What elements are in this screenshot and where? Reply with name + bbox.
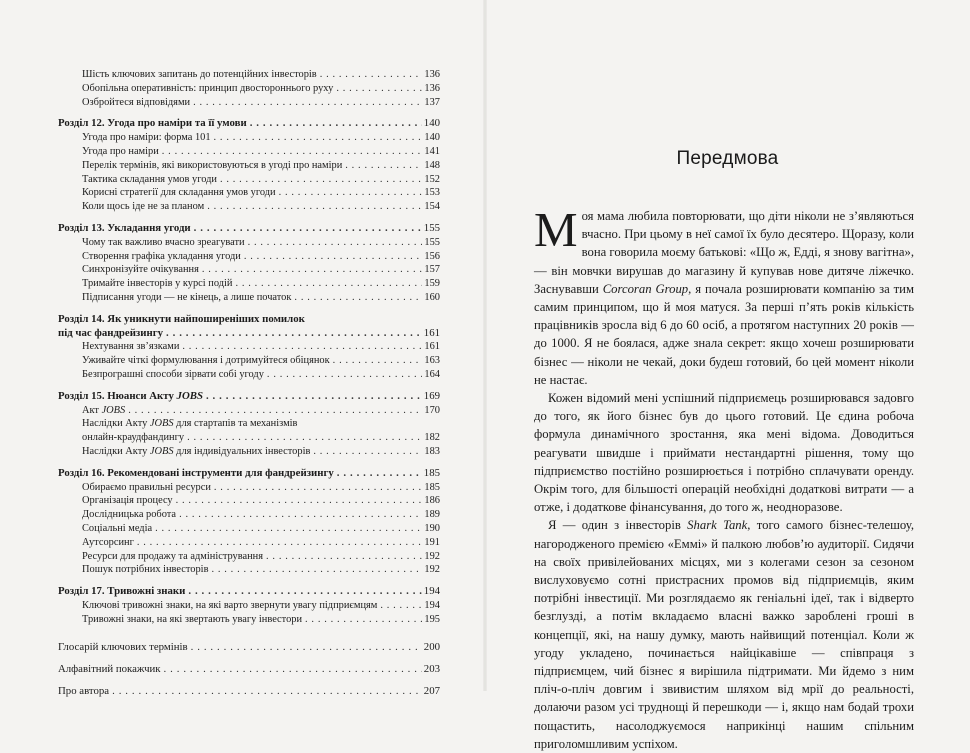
- paragraph: Моя мама любила повторювати, що діти ніколи не з’являються вчасно. При цьому в неї самої їх було десятеро. Щоразу, коли вона говорила моєму батькові: «Що ж, Едді, я знову вагітна»,— він мовчки вирушав до магазину й купував нове дитяче ліжечко. Заснувавши Corcoran Group, я почала розширювати компанію за тим самим принципом, що й моя матуся. За перші п’ять років кількість працівників зросла від 6 до 60 осіб, а протягом наступних 20 років — до 1000. Я не боялася, адже знала секрет: якщо хочеш розширювати бізнес — ніколи не чекай, доки будеш готовий, бо цей момент ніколи не настає.: [534, 202, 914, 387]
- toc-chapter-13: Розділ 13. Укладання угоди . . . 155: [58, 222, 440, 236]
- toc-entry: Підписання угоди — не кінець, а лише початок . . . 160: [58, 291, 440, 305]
- toc-entry: Обопільна оперативність: принцип двостороннього руху . . . 136: [58, 82, 440, 96]
- toc-entry: Нехтування зв’язками . . . 161: [58, 340, 440, 354]
- toc-entry: Ресурси для продажу та адміністрування . . . 192: [58, 550, 440, 564]
- foreword-heading: Передмова: [676, 148, 779, 169]
- toc-entry: Створення графіка укладання угоди . . . 156: [58, 250, 440, 264]
- toc-entry: Чому так важливо вчасно зреагувати . . . 155: [58, 236, 440, 250]
- toc-entry: Тактика складання умов угоди . . . 152: [58, 173, 440, 187]
- toc-entry: Угода про наміри . . . 141: [58, 145, 440, 159]
- toc-entry: Синхронізуйте очікування . . . 157: [58, 263, 440, 277]
- toc-entry: Озбройтеся відповідями . . . 137: [58, 96, 440, 110]
- left-page: [0, 0, 485, 698]
- toc-chapter-15: Розділ 15. Нюанси Акту JOBS . . . 169: [58, 390, 440, 404]
- toc-entry: Уживайте чіткі формулювання і дотримуйтеся обіцянок . . . 163: [58, 354, 440, 368]
- toc-entry: Безпрограшні способи зірвати собі угоду . . . 164: [58, 368, 440, 382]
- toc-entry: Соціальні медіа . . . 190: [58, 522, 440, 536]
- paragraph: Я — один з інвесторів Shark Tank, того самого бізнес-телешоу, нагородженого премією «Еммі» й палкою любов’ю аудиторії. Сидячи на своїх привілейованих місцях, ми з колегами сезон за сезоном вислуховуємо сотні пристрасних промов від підприємців, яким потрібні інвестиції. Ми розглядаємо як геніальні ідеї, так і відверто безглузді, а потім вкладаємо власні важко зароблені гроші в концепції, які, на нашу думку, мають найвищий потенціал. Коли ж угоду укладено, починається найцікавіше — співпраця з підприємцем, чий бізнес я вирішила підтримати. Ми йдемо з ним пліч-о-пліч довгим і звивистим шляхом від мрії до реальності, долаючи разом усі труднощі й перешкоди — і, якщо нам бодай трохи пощастить, насолоджуємося наприкінці нашим спільним приголомшливим успіхом.: [534, 518, 914, 751]
- toc-entry: Угода про наміри: форма 101 . . . 140: [58, 131, 440, 145]
- toc-entry: Дослідницька робота . . . 189: [58, 508, 440, 522]
- foreword-text: [534, 202, 914, 753]
- toc-entry: Коли щось іде не за планом . . . 154: [58, 200, 440, 214]
- toc-entry: Обираємо правильні ресурси . . . 185: [58, 481, 440, 495]
- toc-chapter-12: Розділ 12. Угода про наміри та її умови . . . 140: [58, 117, 440, 131]
- toc-entry: Аутсорсинг . . . 191: [58, 536, 440, 550]
- toc-entry: Акт JOBS . . . 170: [58, 404, 440, 418]
- toc-entry: Пошук потрібних інвесторів . . . 192: [58, 563, 440, 577]
- toc-chapter-14-cont: під час фандрейзингу . . . 161: [58, 327, 440, 341]
- toc-entry: Шість ключових запитань до потенційних інвесторів . . . 136: [58, 68, 440, 82]
- paragraph: Кожен відомий мені успішний підприємець розширювався задовго до того, як його бізнес був до цього готовий. Це єдина робоча формула динамічного зростання, яка мені відома. Доводиться реагувати швидше і приймати нестандартні рішення, тому що підприємство постійно розширюється і потрібно сплачувати оренду. Окрім того, для більшості операцій необхідні додаткові витрати — а отже, і додаткове фінансування, до того ж, неодноразове.: [534, 391, 914, 515]
- table-of-contents: [58, 68, 440, 699]
- toc-entry: Перелік термінів, які використовуються в угоді про наміри . . . 148: [58, 159, 440, 173]
- toc-index: Алфавітний покажчик . . . 203: [58, 663, 440, 677]
- toc-entry: Організація процесу . . . 186: [58, 494, 440, 508]
- drop-cap: М: [534, 202, 578, 257]
- toc-chapter-14: Розділ 14. Як уникнути найпоширеніших помилок: [58, 312, 305, 325]
- toc-entry-cont: онлайн-краудфандингу . . . 182: [58, 431, 440, 445]
- toc-glossary: Глосарій ключових термінів . . . 200: [58, 641, 440, 655]
- toc-entry: Корисні стратегії для складання умов угоди . . . 153: [58, 186, 440, 200]
- right-page: [485, 0, 970, 751]
- toc-entry: Ключові тривожні знаки, на які варто звернути увагу підприємцям . . . 194: [58, 599, 440, 613]
- toc-about-author: Про автора . . . 207: [58, 685, 440, 699]
- toc-entry: Наслідки Акту JOBS для індивідуальних інвесторів . . . 183: [58, 445, 440, 459]
- toc-entry: Наслідки Акту JOBS для стартапів та механізмів: [82, 418, 298, 430]
- toc-chapter-16: Розділ 16. Рекомендовані інструменти для фандрейзингу . . . 185: [58, 467, 440, 481]
- toc-entry: Тримайте інвесторів у курсі подій . . . 159: [58, 277, 440, 291]
- toc-entry: Тривожні знаки, на які звертають увагу інвестори . . . 195: [58, 613, 440, 627]
- toc-chapter-17: Розділ 17. Тривожні знаки . . . 194: [58, 585, 440, 599]
